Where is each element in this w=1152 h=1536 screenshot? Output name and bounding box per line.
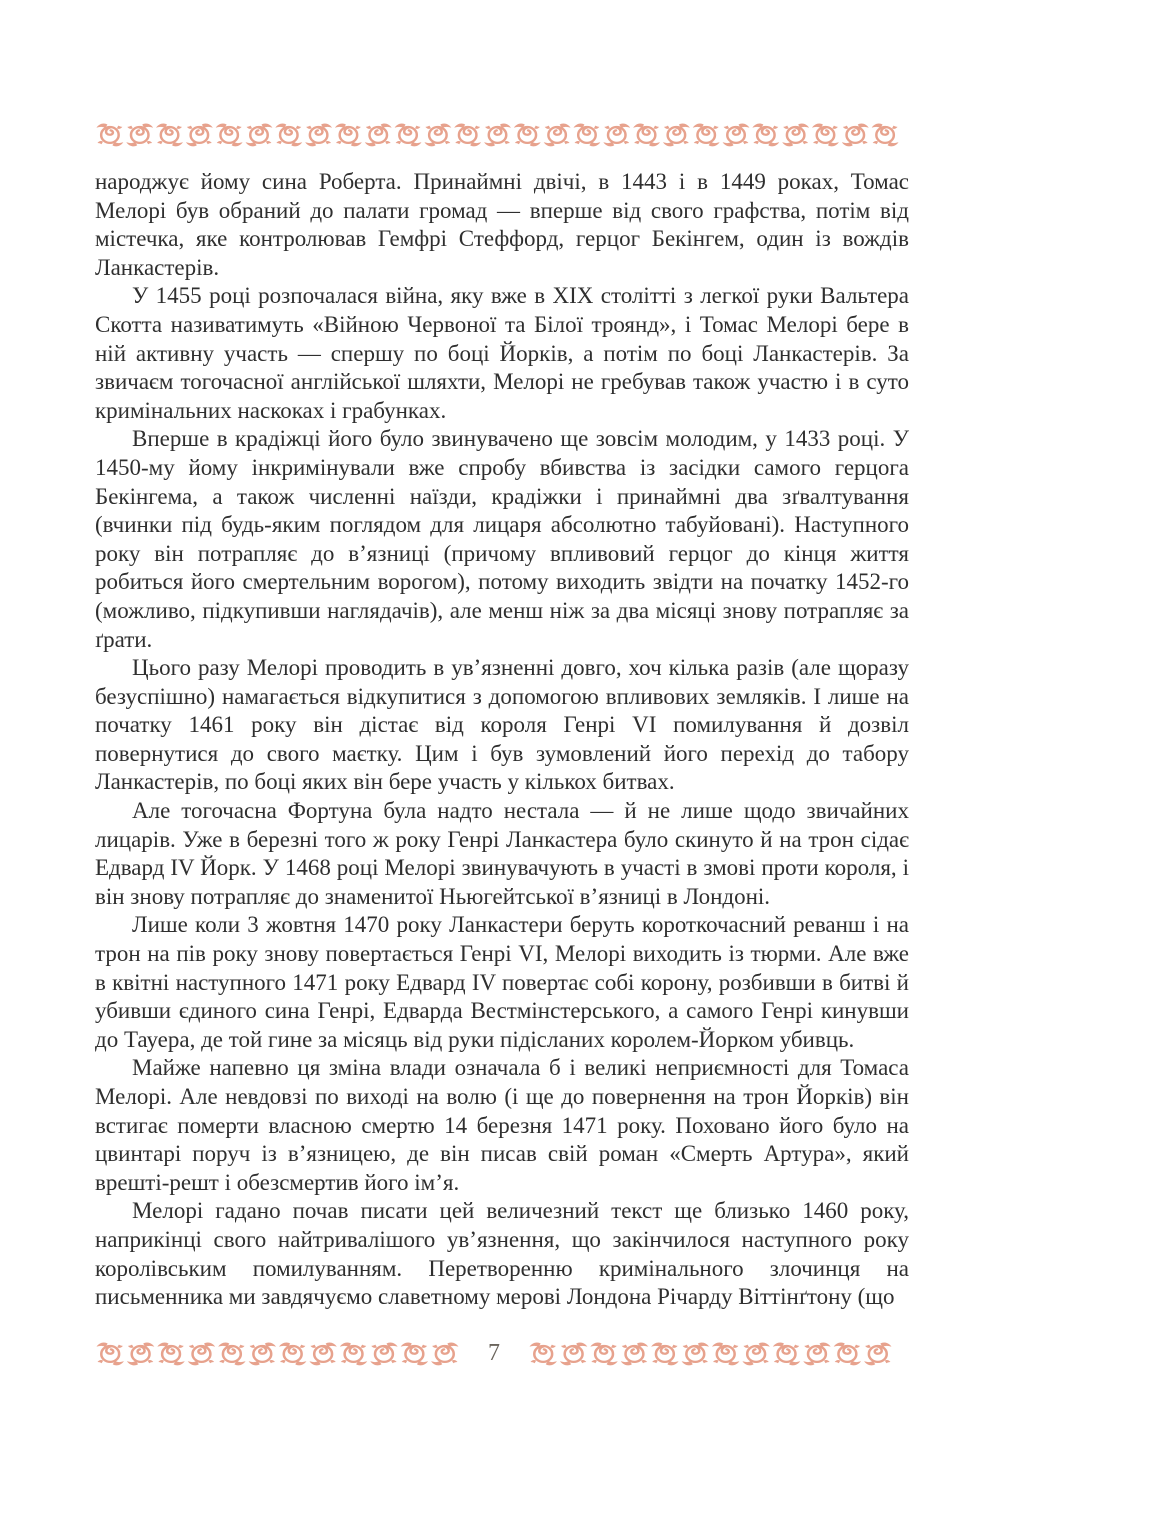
ornament-band-bottom-left [95, 1340, 460, 1367]
paragraph: Цього разу Мелорі проводить в ув’язненні довго, хоч кілька разів (але щоразу безуспішно) намагається відкупитися з допомогою впливових земляків. І лише на початку 1461 року він дістає від короля Генрі VI помилування й дозвіл повернутися до свого маєтку. Цим і був зумовлений його перехід до табору Ланкастерів, по боці яких він бере участь у кількох битвах. [95, 655, 909, 795]
page-footer [95, 1340, 893, 1367]
ornament-band-bottom-right [528, 1340, 893, 1367]
page-number: 7 [488, 1340, 500, 1366]
paragraph: народжує йому сина Роберта. Принаймні двічі, в 1443 і в 1449 роках, Томас Мелорі був обраний до палати громад — вперше від свого графства, потім від містечка, яке контролював Гемфрі Стеффорд, герцог Бекінгем, один із вождів Ланкастерів. [95, 169, 909, 280]
paragraph: Майже напевно ця зміна влади означала б і великі неприємності для Томаса Мелорі. Але невдовзі по виході на волю (і ще до повернення на трон Йорків) він встигає померти власною смертю 14 березня 1471 року. Поховано його було на цвинтарі поруч із в’язницею, де він писав свій роман «Смерть Артура», який врешті-решт і обезсмертив його ім’я. [95, 1055, 909, 1195]
ornament-band-top [95, 121, 900, 148]
paragraph: Мелорі гадано почав писати цей величезний текст ще близько 1460 року, наприкінці свого найтривалішого ув’язнення, що закінчилося наступного року королівським помилуванням. Перетворенню кримінального злочинця на письменника ми завдячуємо славетному мерові Лондона Річарду Віттінґтону (що [95, 1198, 909, 1310]
paragraph: У 1455 році розпочалася війна, яку вже в XIX столітті з легкої руки Вальтера Скотта називатимуть «Війною Червоної та Білої троянд», і Томас Мелорі бере в ній активну участь — спершу по боці Йорків, а потім по боці Ланкастерів. За звичаєм тогочасної англійської шляхти, Мелорі не гребував також участю і в суто кримінальних наскоках і грабунках. [95, 283, 909, 423]
paragraph: Вперше в крадіжці його було звинувачено ще зовсім молодим, у 1433 році. У 1450-му йому інкримінували вже спробу вбивства із засідки самого герцога Бекінгема, а також численні наїзди, крадіжки і принаймні два зґвалтування (вчинки під будь-яким поглядом для лицаря абсолютно табуйовані). Наступного року він потрапляє до в’язниці (причому впливовий герцог до кінця життя робиться його смертельним ворогом), потому виходить звідти на початку 1452-го (можливо, підкупивши наглядачів), але менш ніж за два місяці знову потрапляє за ґрати. [95, 426, 909, 652]
paragraph: Лише коли 3 жовтня 1470 року Ланкастери беруть короткочасний реванш і на трон на пів року знову повертається Генрі VI, Мелорі виходить із тюрми. Але вже в квітні наступного 1471 року Едвард IV повертає собі корону, розбивши в битві й убивши єдиного сина Генрі, Едварда Вестмінстерського, а самого Генрі кинувши до Тауера, де той гине за місяць від руки підісланих королем-Йорком убивць. [95, 912, 909, 1052]
page-text [95, 168, 909, 1312]
paragraph: Але тогочасна Фортуна була надто нестала — й не лише щодо звичайних лицарів. Уже в березні того ж року Генрі Ланкастера було скинуто й на трон сідає Едвард IV Йорк. У 1468 році Мелорі звинувачують в участі в змові проти короля, і він знову потрапляє до знаменитої Ньюгейтської в’язниці в Лондоні. [95, 798, 909, 909]
